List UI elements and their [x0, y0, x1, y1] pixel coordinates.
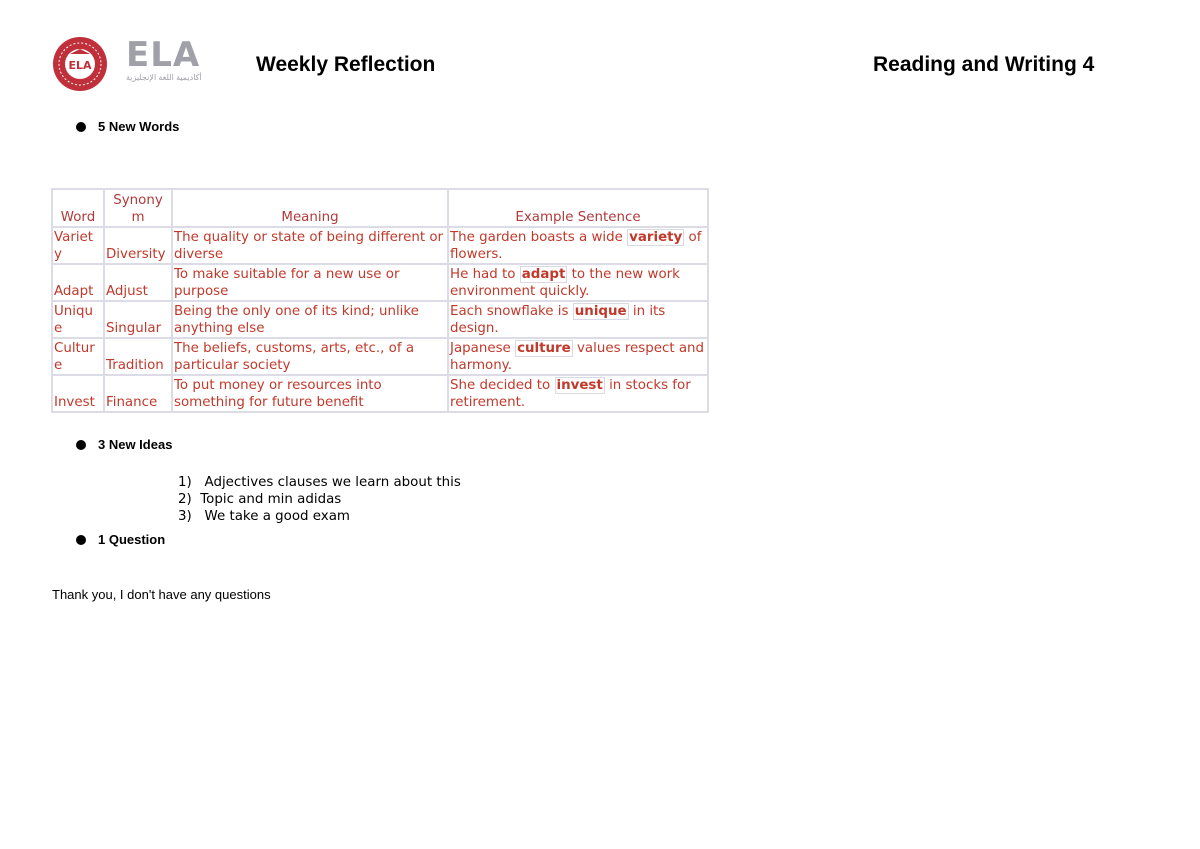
cell-example — [448, 338, 708, 375]
cell-example — [448, 264, 708, 301]
cell-meaning: To put money or resources into something for future benefit — [172, 375, 448, 412]
cell-example — [448, 301, 708, 338]
example-text: of flowers. — [450, 230, 702, 262]
table-header-row — [52, 189, 708, 227]
question-answer: Thank you, I don't have any questions — [52, 587, 271, 602]
cell-word: Variet y — [52, 227, 104, 264]
header-word: Word — [52, 189, 104, 227]
header-synonym: Synony m — [104, 189, 172, 227]
header-meaning: Meaning — [172, 189, 448, 227]
table-row — [52, 301, 708, 338]
table-row — [52, 375, 708, 412]
cell-synonym: Diversity — [104, 227, 172, 264]
example-text: He had to — [450, 267, 520, 282]
cell-synonym: Finance — [104, 375, 172, 412]
cell-word: Uniqu e — [52, 301, 104, 338]
example-text: The garden boasts a wide — [450, 230, 628, 245]
example-text: in its design. — [450, 304, 666, 336]
cell-synonym: Singular — [104, 301, 172, 338]
section-label: 3 New Ideas — [98, 437, 173, 452]
table-row — [52, 227, 708, 264]
bullet-icon — [76, 122, 86, 132]
section-new-words — [76, 119, 179, 135]
example-keyword: invest — [556, 378, 603, 393]
ela-logo — [50, 36, 200, 94]
example-keyword: culture — [517, 341, 571, 356]
table-row — [52, 338, 708, 375]
section-question — [76, 532, 165, 548]
section-new-ideas — [76, 437, 172, 453]
ela-seal-icon — [50, 36, 110, 92]
table-row — [52, 264, 708, 301]
example-keyword: adapt — [521, 267, 566, 282]
section-label: 1 Question — [98, 532, 166, 547]
example-text: to the new work environment quickly. — [450, 267, 680, 299]
example-text: Japanese — [450, 341, 516, 356]
cell-synonym: Tradition — [104, 338, 172, 375]
vocabulary-table — [51, 188, 709, 413]
bullet-icon — [76, 440, 86, 450]
example-text: Each snowflake is — [450, 304, 573, 319]
example-text: values respect and harmony. — [450, 341, 705, 373]
cell-word: Invest — [52, 375, 104, 412]
example-keyword: variety — [629, 230, 683, 245]
svg-text:ELA: ELA — [68, 59, 92, 72]
cell-meaning: The beliefs, customs, arts, etc., of a particular society — [172, 338, 448, 375]
bullet-icon — [76, 535, 86, 545]
cell-example — [448, 375, 708, 412]
logo-subtext: أكاديمية اللغة الإنجليزية — [126, 73, 202, 82]
header-example: Example Sentence — [448, 189, 708, 227]
section-label: 5 New Words — [98, 119, 180, 134]
course-title: Reading and Writing 4 — [873, 53, 1095, 76]
cell-meaning: Being the only one of its kind; unlike anything else — [172, 301, 448, 338]
logo-text: ELA — [126, 35, 201, 75]
list-item: 1) Adjectives clauses we learn about this — [178, 475, 461, 490]
example-text: She decided to — [450, 378, 555, 393]
cell-word: Adapt — [52, 264, 104, 301]
page-title: Weekly Reflection — [256, 53, 436, 76]
cell-meaning: To make suitable for a new use or purpose — [172, 264, 448, 301]
cell-example — [448, 227, 708, 264]
example-text: in stocks for retirement. — [450, 378, 691, 410]
cell-synonym: Adjust — [104, 264, 172, 301]
cell-word: Cultur e — [52, 338, 104, 375]
list-item: 3) We take a good exam — [178, 509, 350, 524]
cell-meaning: The quality or state of being different or diverse — [172, 227, 448, 264]
list-item: 2) Topic and min adidas — [178, 492, 342, 507]
ideas-list — [178, 474, 461, 525]
example-keyword: unique — [574, 304, 627, 319]
